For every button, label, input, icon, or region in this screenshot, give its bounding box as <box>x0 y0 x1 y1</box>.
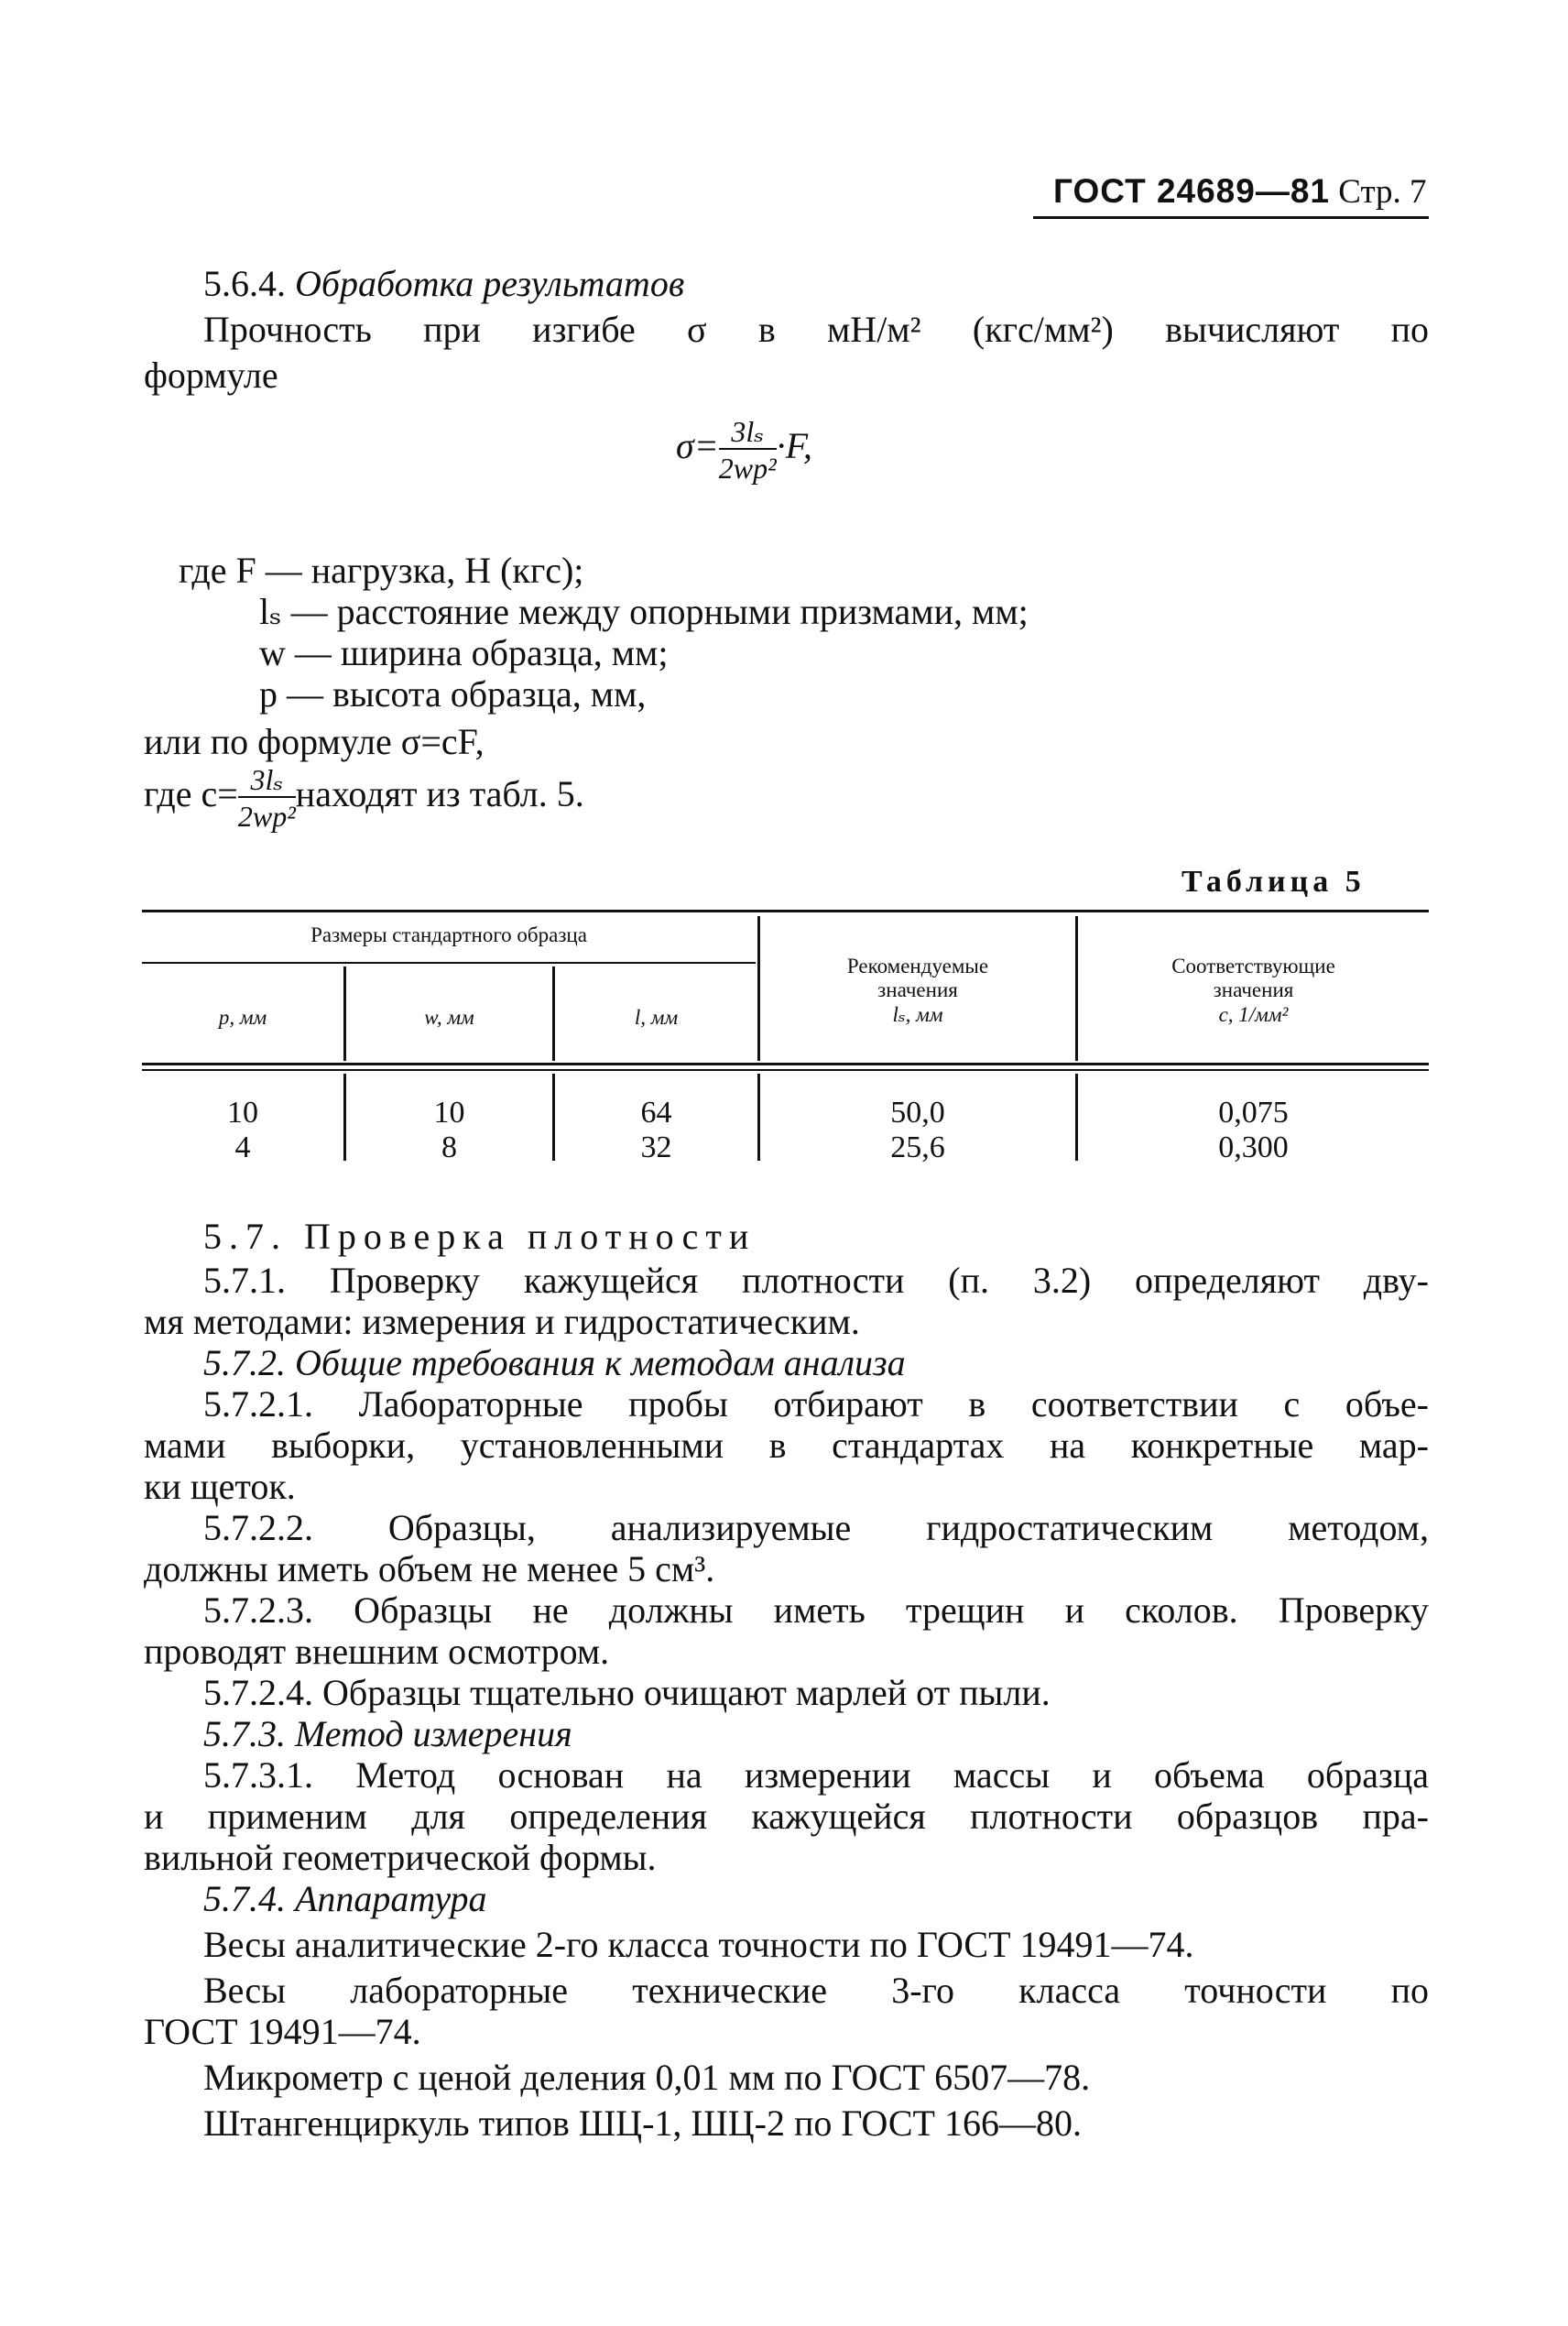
cell-p: 10 <box>227 1096 258 1130</box>
header-bottom-rule-1 <box>142 1063 1429 1065</box>
p5724: 5.7.2.4. Образцы тщательно очищают марлей от пыли. <box>203 1672 1051 1713</box>
header-bottom-rule-2 <box>142 1069 1429 1071</box>
cell-ls: 25,6 <box>890 1130 945 1164</box>
page-header <box>1053 172 1427 212</box>
where-width: w — ширина образца, мм; <box>259 632 669 673</box>
cell-l: 32 <box>640 1130 672 1164</box>
p5723-line-1: 5.7.2.3. Образцы не должны иметь трещин и сколов. Проверку <box>203 1589 1429 1631</box>
p5731-line-2: и применим для определения кажущейся плотности образцов пра- <box>144 1796 1429 1837</box>
where-height: p — высота образца, мм, <box>259 673 647 715</box>
col-w-header: w, мм <box>424 1006 474 1029</box>
equipment-1: Весы аналитические 2-го класса точности по ГОСТ 19491—74. <box>203 1924 1194 1965</box>
p5721-line-2: мами выборки, установленными в стандартах на конкретные мар- <box>144 1425 1429 1466</box>
page-number: Стр. 7 <box>1338 173 1427 211</box>
section-5-7-title: 5.7. Проверка плотности <box>203 1216 757 1257</box>
section-5-6-4-heading: 5.6.4. Обработка результатов <box>203 263 685 304</box>
equipment-2-line-2: ГОСТ 19491—74. <box>144 2011 421 2052</box>
p5721-line-1: 5.7.2.1. Лабораторные пробы отбирают в соответствии с объе- <box>203 1383 1429 1425</box>
cell-w: 8 <box>441 1130 457 1164</box>
p5721-line-3: ки щеток. <box>144 1466 296 1507</box>
group-header: Размеры стандартного образца <box>310 923 587 946</box>
p5723-line-2: проводят внешним осмотром. <box>144 1631 610 1672</box>
cell-l: 64 <box>640 1096 672 1130</box>
group-header-rule <box>142 962 756 964</box>
col-c-header: Соответствующие значения c, 1/мм² <box>1171 955 1335 1026</box>
intro-line-1: Прочность при изгибе σ в мН/м² (кгс/мм²) вычисляют по <box>203 309 1429 350</box>
equipment-4: Штангенциркуль типов ШЦ-1, ШЦ-2 по ГОСТ 166—80. <box>203 2102 1082 2144</box>
intro-line-2: формуле <box>144 355 278 396</box>
alt-formula: или по формуле σ=cF, <box>144 721 485 762</box>
equipment-2-line-1: Весы лабораторные технические 3-го класса точности по <box>203 1970 1429 2011</box>
cell-c: 0,300 <box>1218 1130 1289 1164</box>
cell-c: 0,075 <box>1218 1096 1289 1130</box>
cell-w: 10 <box>433 1096 465 1130</box>
p571-line-1: 5.7.1. Проверку кажущейся плотности (п. 3.2) определяют дву- <box>203 1260 1429 1301</box>
standard-number: ГОСТ 24689—81 <box>1053 172 1330 210</box>
formula-main: σ= $\frac{\text{3lₛ}}{\text{2wp²}}$ ·F, <box>676 415 812 485</box>
col-ls-header: Рекомендуемые значения lₛ, мм <box>846 955 989 1026</box>
cell-p: 4 <box>234 1130 251 1164</box>
where-load: где F — нагрузка, Н (кгс); <box>179 550 584 591</box>
where-span: lₛ — расстояние между опорными призмами, мм; <box>259 591 1029 632</box>
p5731-line-1: 5.7.3.1. Метод основан на измерении массы и объема образца <box>203 1754 1429 1796</box>
p5722-line-1: 5.7.2.2. Образцы, анализируемые гидростатическим методом, <box>203 1507 1429 1548</box>
p5731-line-3: вильной геометрической формы. <box>144 1837 657 1878</box>
table-caption: Таблица 5 <box>1181 865 1366 899</box>
equipment-3: Микрометр с ценой деления 0,01 мм по ГОСТ 6507—78. <box>203 2057 1091 2098</box>
p571-line-2: мя методами: измерения и гидростатическим. <box>144 1301 860 1342</box>
p572-heading: 5.7.2. Общие требования к методам анализа <box>203 1342 906 1383</box>
cell-ls: 50,0 <box>890 1096 945 1130</box>
col-l-header: l, мм <box>634 1006 679 1029</box>
p574-heading: 5.7.4. Аппаратура <box>203 1878 487 1919</box>
table-top-rule <box>142 910 1429 912</box>
p573-heading: 5.7.3. Метод измерения <box>203 1713 572 1754</box>
col-p-header: p, мм <box>218 1006 267 1029</box>
header-rule <box>1033 216 1429 219</box>
p5722-line-2: должны иметь объем не менее 5 см³. <box>144 1548 715 1589</box>
c-formula: где c= $\frac{\text{3lₛ}}{\text{2wp²}}$ находят из табл. 5. <box>144 763 584 833</box>
